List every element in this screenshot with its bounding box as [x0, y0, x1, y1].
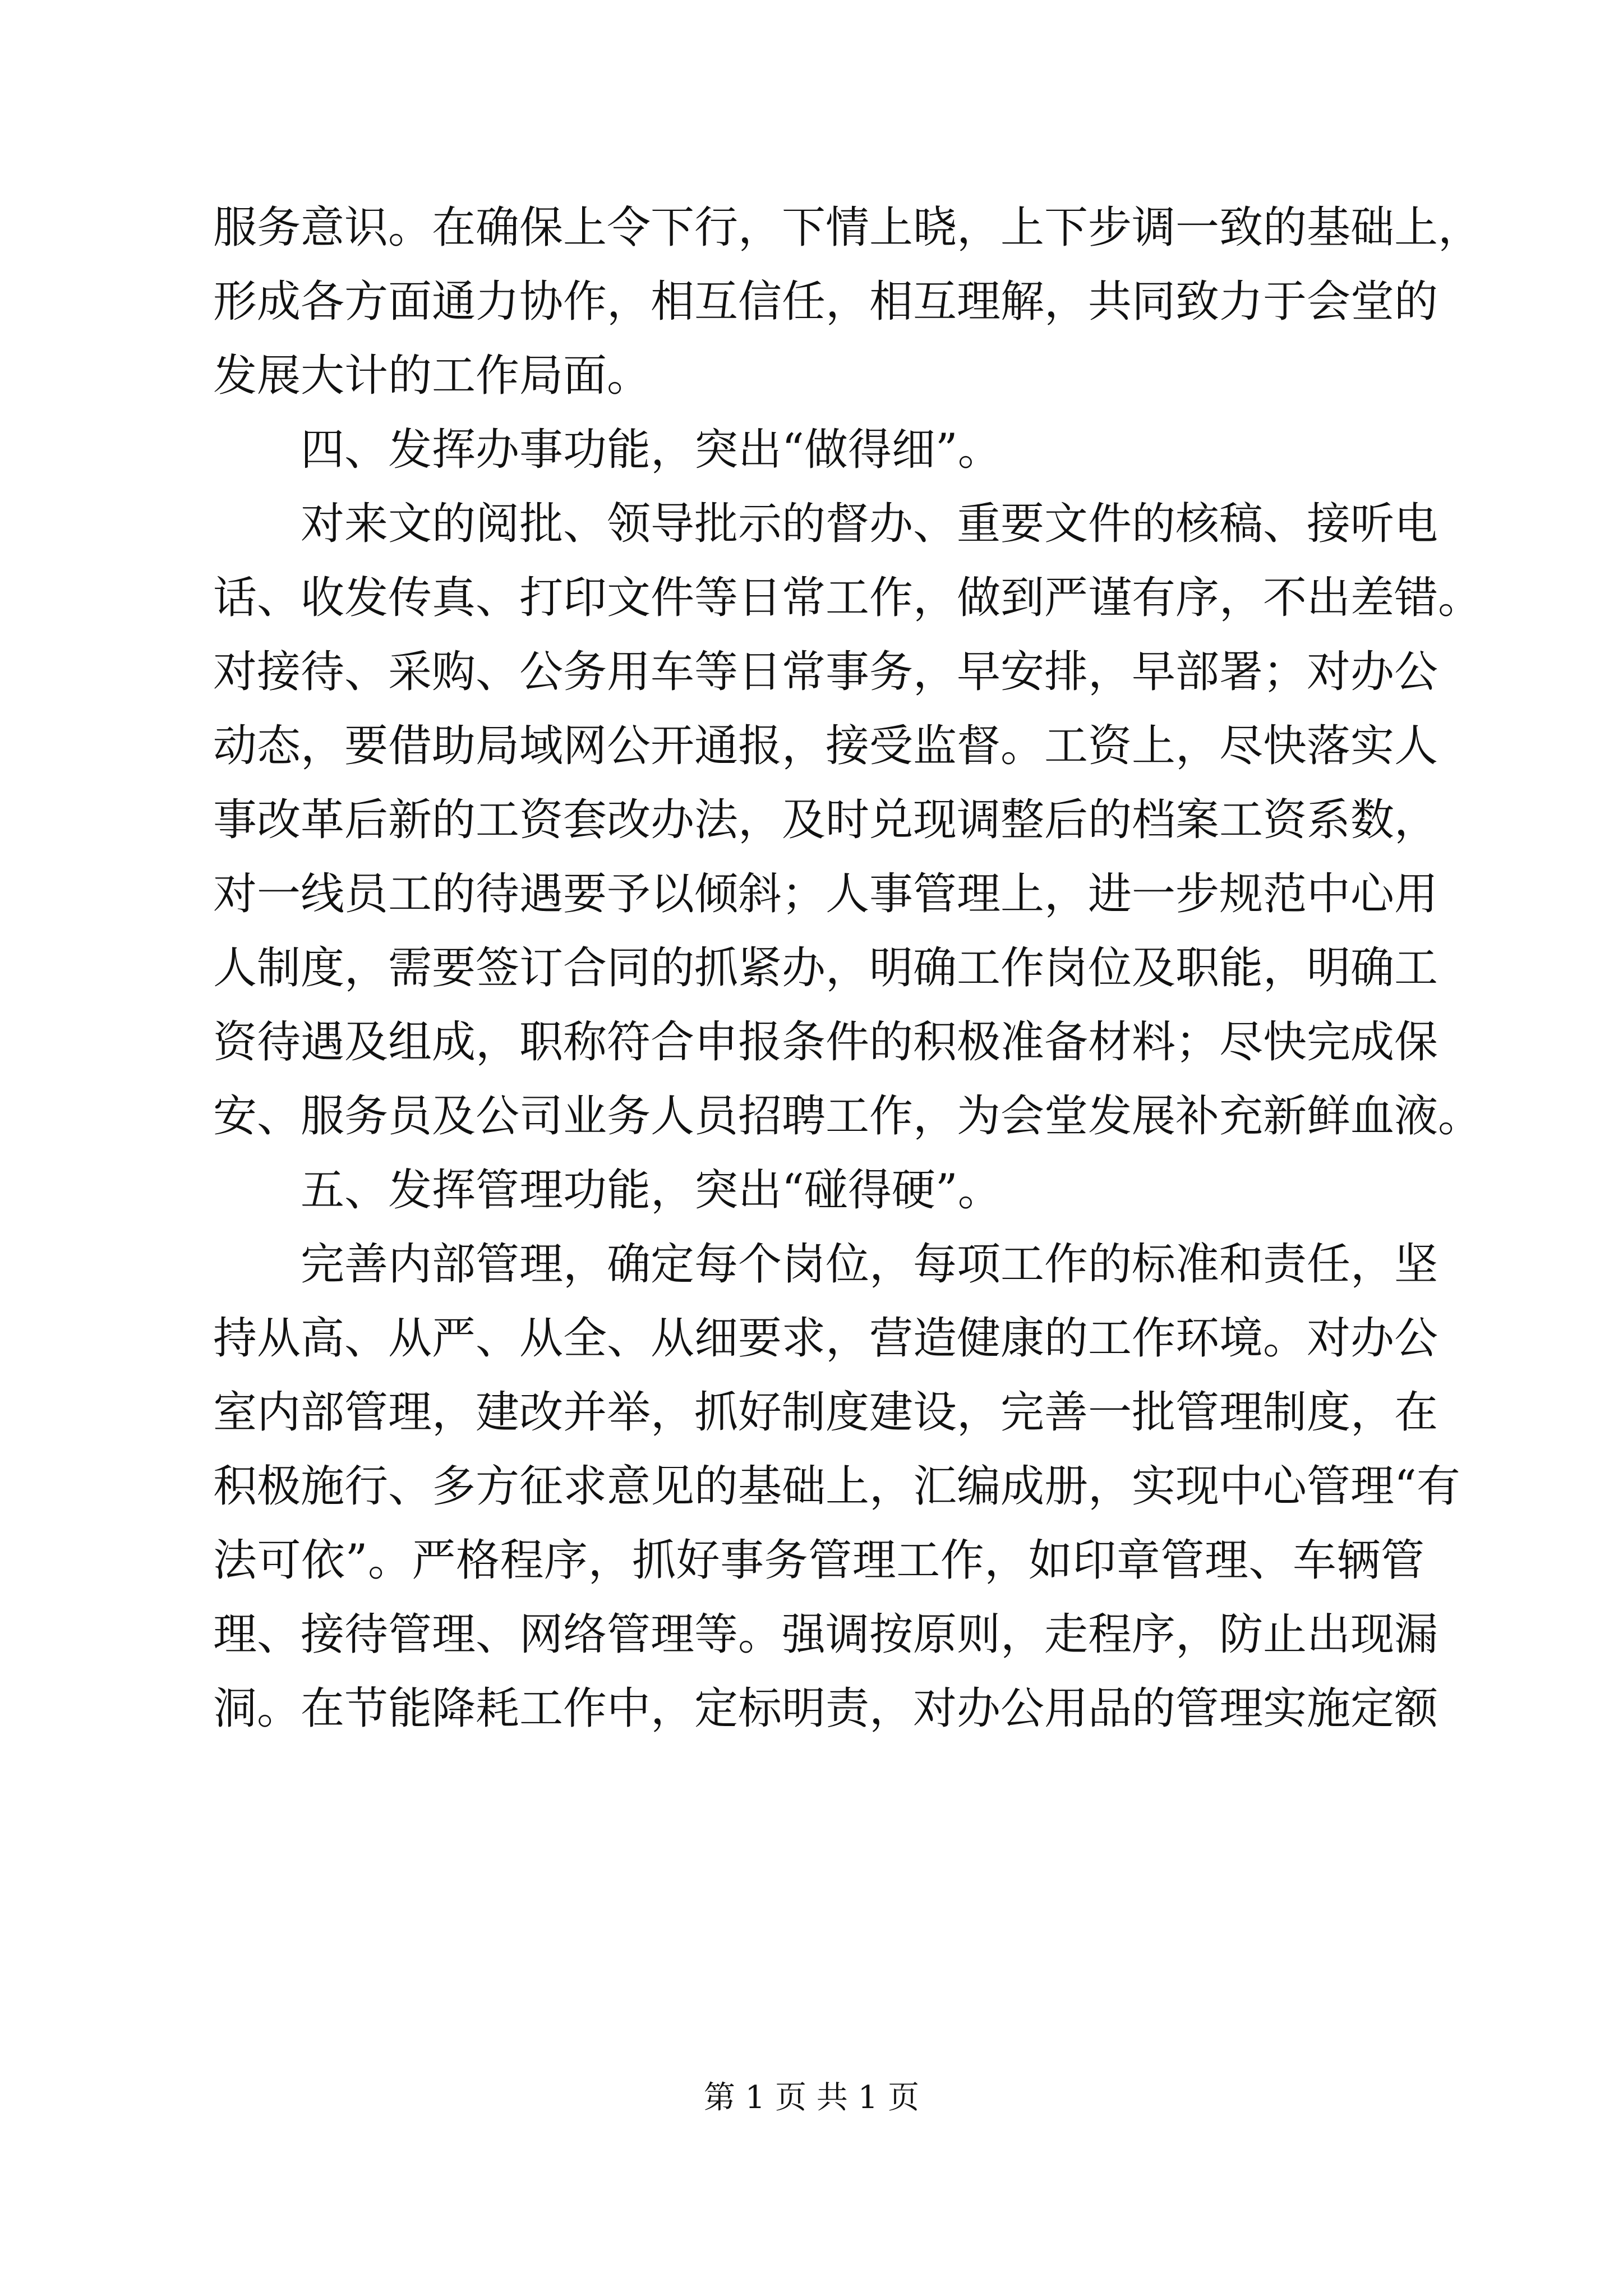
- paragraph-line: 安、服务员及公司业务人员招聘工作，为会堂发展补充新鲜血液。: [213, 1091, 1482, 1142]
- paragraph-line: 人制度，需要签订合同的抓紧办，明确工作岗位及职能，明确工: [213, 943, 1438, 993]
- page-number-label: 第 1 页 共 1 页: [703, 2079, 920, 2116]
- paragraph-line: 对来文的阅批、领导批示的督办、重要文件的核稿、接听电: [301, 499, 1438, 549]
- paragraph-line: 洞。在节能降耗工作中，定标明责，对办公用品的管理实施定额: [213, 1683, 1438, 1734]
- page-footer: [0, 2076, 1623, 2120]
- paragraph-line: 话、收发传真、打印文件等日常工作，做到严谨有序，不出差错。: [213, 573, 1482, 623]
- paragraph-line: 服务意识。在确保上令下行，下情上晓，上下步调一致的基础上，: [213, 203, 1482, 253]
- paragraph-line: 理、接待管理、网络管理等。强调按原则，走程序，防止出现漏: [213, 1609, 1438, 1660]
- paragraph-line: 积极施行、多方征求意见的基础上，汇编成册，实现中心管理“有: [213, 1461, 1460, 1512]
- paragraph-line: 形成各方面通力协作，相互信任，相互理解，共同致力于会堂的: [213, 277, 1438, 327]
- paragraph-line: 室内部管理，建改并举，抓好制度建设，完善一批管理制度，在: [213, 1387, 1438, 1438]
- paragraph-line: 事改革后新的工资套改办法，及时兑现调整后的档案工资系数，: [213, 795, 1438, 845]
- section-heading: 四、发挥办事功能，突出“做得细”。: [301, 425, 1002, 475]
- paragraph-line: 法可依”。严格程序，抓好事务管理工作，如印章管理、车辆管: [213, 1535, 1424, 1586]
- paragraph-line: 资待遇及组成，职称符合申报条件的积极准备材料；尽快完成保: [213, 1017, 1438, 1068]
- paragraph-line: 对一线员工的待遇要予以倾斜；人事管理上，进一步规范中心用: [213, 869, 1438, 919]
- paragraph-line: 完善内部管理，确定每个岗位，每项工作的标准和责任，坚: [301, 1239, 1438, 1290]
- section-heading: 五、发挥管理功能，突出“碰得硬”。: [301, 1165, 1002, 1216]
- paragraph-line: 发展大计的工作局面。: [213, 351, 651, 401]
- paragraph-line: 动态，要借助局域网公开通报，接受监督。工资上，尽快落实人: [213, 721, 1438, 771]
- paragraph-line: 对接待、采购、公务用车等日常事务，早安排，早部署；对办公: [213, 647, 1438, 697]
- document-body: [213, 191, 1482, 1746]
- paragraph-line: 持从高、从严、从全、从细要求，营造健康的工作环境。对办公: [213, 1313, 1438, 1364]
